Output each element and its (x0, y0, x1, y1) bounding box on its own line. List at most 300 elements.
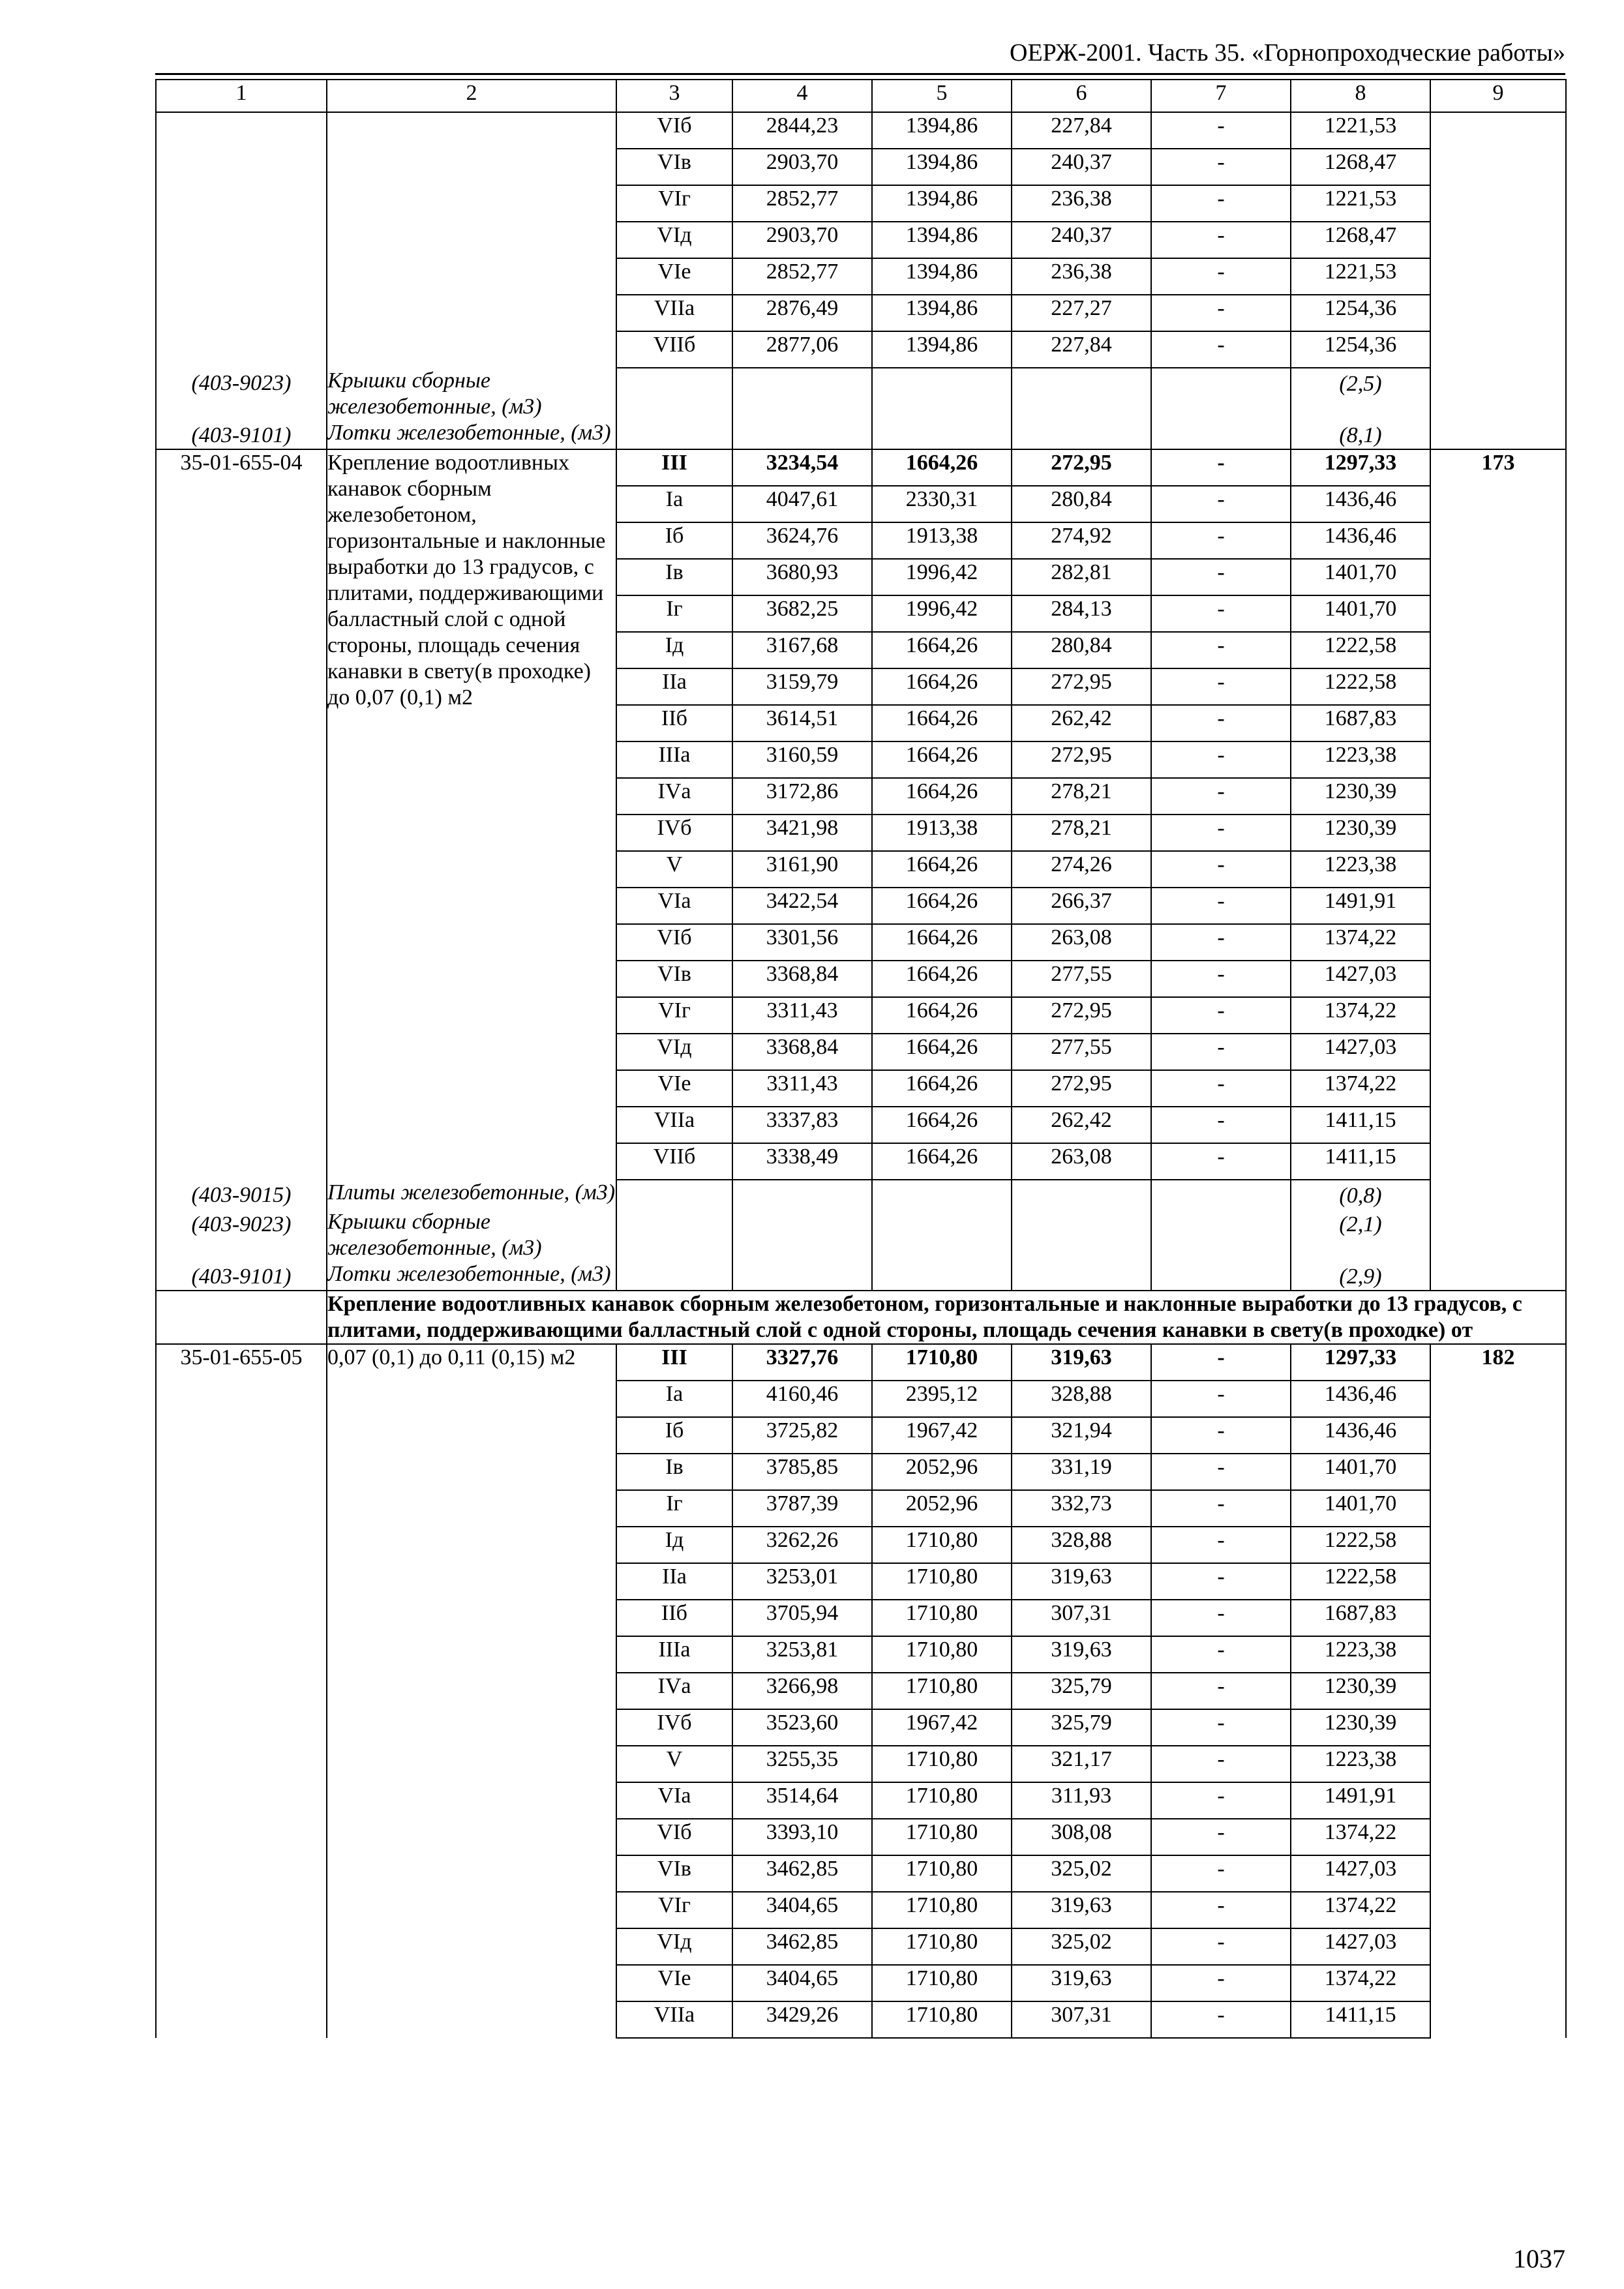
cell-col-5: 2330,31 (872, 486, 1012, 522)
cell-col-8: 1222,58 (1291, 668, 1430, 705)
empty-cell (1151, 420, 1291, 449)
cell-col-4: 3725,82 (732, 1417, 872, 1454)
empty-cell (872, 368, 1012, 420)
material-name: Плиты железобетонные, (м3) (327, 1180, 616, 1209)
material-code: (403-9015) (156, 1180, 327, 1209)
cell-col-7: - (1151, 778, 1291, 815)
cell-col-8: 1427,03 (1291, 1034, 1430, 1070)
cell-col-8: 1687,83 (1291, 1600, 1430, 1636)
cell-col-8: 1222,58 (1291, 1563, 1430, 1600)
cell-col-7: - (1151, 1636, 1291, 1673)
column-header: 4 (732, 80, 872, 112)
material-code: (403-9101) (156, 1261, 327, 1291)
rate-code: 35-01-655-04 (156, 449, 327, 1180)
cell-col-5: 1664,26 (872, 851, 1012, 888)
cell-col-3: VIе (616, 1965, 732, 2001)
cell-col-3: III (616, 1344, 732, 1381)
cell-col-6: 321,17 (1012, 1746, 1151, 1782)
cell-col-4: 3167,68 (732, 632, 872, 668)
cell-col-8: 1254,36 (1291, 331, 1430, 368)
cell-col-4: 3614,51 (732, 705, 872, 741)
cell-col-6: 263,08 (1012, 924, 1151, 961)
cell-col-6: 236,38 (1012, 258, 1151, 295)
cell-col-4: 3421,98 (732, 815, 872, 851)
cell-col-6: 308,08 (1012, 1819, 1151, 1855)
cell-col-7: - (1151, 888, 1291, 924)
cell-col-6: 325,79 (1012, 1673, 1151, 1709)
cell-col-3: Iб (616, 522, 732, 559)
empty-cell (1151, 368, 1291, 420)
section-heading-row (156, 1291, 1566, 1344)
material-name: Лотки железобетонные, (м3) (327, 1261, 616, 1291)
cell-col-5: 1710,80 (872, 1673, 1012, 1709)
empty-cell (1012, 1261, 1151, 1291)
cell-col-8: 1436,46 (1291, 522, 1430, 559)
cell-col-7: - (1151, 632, 1291, 668)
cell-col-3: VIа (616, 1782, 732, 1819)
cell-col-6: 262,42 (1012, 705, 1151, 741)
material-name: Лотки железобетонные, (м3) (327, 420, 616, 449)
cell-col-7: - (1151, 295, 1291, 331)
cell-col-6: 272,95 (1012, 668, 1151, 705)
rates-table (155, 79, 1567, 2039)
cell-col-3: IIIа (616, 1636, 732, 1673)
cell-col-6: 328,88 (1012, 1381, 1151, 1417)
cell-col-3: VIIа (616, 2001, 732, 2038)
cell-col-3: VIв (616, 961, 732, 997)
cell-col-6: 319,63 (1012, 1636, 1151, 1673)
cell-col-6: 319,63 (1012, 1563, 1151, 1600)
cell-col-7: - (1151, 1855, 1291, 1892)
cell-col-4: 3523,60 (732, 1709, 872, 1746)
column-header: 1 (156, 80, 327, 112)
cell-col-3: VIд (616, 222, 732, 258)
material-name: Крышки сборные железобетонные, (м3) (327, 1209, 616, 1261)
cell-col-4: 3159,79 (732, 668, 872, 705)
cell-col-6: 328,88 (1012, 1527, 1151, 1563)
column-header: 7 (1151, 80, 1291, 112)
cell-col-3: VIа (616, 888, 732, 924)
rate-col9: 182 (1430, 1344, 1566, 2038)
cell-col-6: 280,84 (1012, 486, 1151, 522)
cell-col-3: VIб (616, 924, 732, 961)
cell-col-4: 4160,46 (732, 1381, 872, 1417)
cell-col-5: 1710,80 (872, 1892, 1012, 1928)
cell-col-4: 3234,54 (732, 449, 872, 486)
cell-col-4: 3253,81 (732, 1636, 872, 1673)
column-header: 6 (1012, 80, 1151, 112)
empty-cell (872, 1209, 1012, 1261)
cell-col-3: VIIа (616, 1107, 732, 1143)
empty-cell (616, 1180, 732, 1209)
empty-cell (872, 420, 1012, 449)
rate-col9 (1430, 112, 1566, 368)
rate-description: 0,07 (0,1) до 0,11 (0,15) м2 (327, 1344, 616, 2038)
rate-code (156, 112, 327, 368)
cell-col-6: 282,81 (1012, 559, 1151, 595)
material-row (156, 368, 1566, 420)
cell-col-8: 1374,22 (1291, 1819, 1430, 1855)
cell-col-4: 3253,01 (732, 1563, 872, 1600)
cell-col-6: 325,79 (1012, 1709, 1151, 1746)
cell-col-5: 1664,26 (872, 741, 1012, 778)
cell-col-4: 2876,49 (732, 295, 872, 331)
material-code: (403-9101) (156, 420, 327, 449)
cell-col-7: - (1151, 741, 1291, 778)
cell-col-3: VIг (616, 997, 732, 1034)
material-name: Крышки сборные железобетонные, (м3) (327, 368, 616, 420)
cell-col-8: 1411,15 (1291, 1107, 1430, 1143)
cell-col-4: 3705,94 (732, 1600, 872, 1636)
cell-col-5: 1913,38 (872, 815, 1012, 851)
material-row (156, 1209, 1566, 1261)
cell-col-8: 1411,15 (1291, 2001, 1430, 2038)
cell-col-5: 1710,80 (872, 1600, 1012, 1636)
cell-col-6: 277,55 (1012, 961, 1151, 997)
material-row (156, 420, 1566, 449)
cell-col-8: 1222,58 (1291, 632, 1430, 668)
cell-col-5: 1394,86 (872, 258, 1012, 295)
cell-col-6: 332,73 (1012, 1490, 1151, 1527)
cell-col-3: VIг (616, 185, 732, 222)
cell-col-4: 3624,76 (732, 522, 872, 559)
cell-col-5: 1967,42 (872, 1417, 1012, 1454)
empty-cell (732, 1209, 872, 1261)
cell-col-4: 3266,98 (732, 1673, 872, 1709)
cell-col-6: 319,63 (1012, 1965, 1151, 2001)
cell-col-6: 274,26 (1012, 851, 1151, 888)
cell-col-5: 1710,80 (872, 1819, 1012, 1855)
cell-col-7: - (1151, 1709, 1291, 1746)
cell-col-7: - (1151, 1527, 1291, 1563)
cell-col-4: 2877,06 (732, 331, 872, 368)
cell-col-7: - (1151, 486, 1291, 522)
empty-cell (732, 368, 872, 420)
cell-col-8: 1297,33 (1291, 449, 1430, 486)
cell-col-4: 3337,83 (732, 1107, 872, 1143)
cell-col-5: 1913,38 (872, 522, 1012, 559)
cell-col-7: - (1151, 1107, 1291, 1143)
cell-col-3: Iа (616, 1381, 732, 1417)
cell-col-5: 1664,26 (872, 1107, 1012, 1143)
table-row (156, 449, 1566, 486)
cell-col-4: 3680,93 (732, 559, 872, 595)
empty-cell (616, 1261, 732, 1291)
cell-col-4: 2844,23 (732, 112, 872, 149)
cell-col-8: 1374,22 (1291, 1892, 1430, 1928)
cell-col-3: VIг (616, 1892, 732, 1928)
empty-cell (1430, 420, 1566, 449)
cell-col-3: VIв (616, 1855, 732, 1892)
cell-col-7: - (1151, 522, 1291, 559)
cell-col-8: 1427,03 (1291, 1855, 1430, 1892)
cell-col-5: 1710,80 (872, 1527, 1012, 1563)
cell-col-5: 1394,86 (872, 185, 1012, 222)
cell-col-7: - (1151, 997, 1291, 1034)
cell-col-7: - (1151, 1892, 1291, 1928)
cell-col-3: IVб (616, 815, 732, 851)
cell-col-8: 1374,22 (1291, 1965, 1430, 2001)
cell-col-5: 1664,26 (872, 668, 1012, 705)
cell-col-4: 3514,64 (732, 1782, 872, 1819)
cell-col-8: 1436,46 (1291, 1381, 1430, 1417)
cell-col-8: 1427,03 (1291, 1928, 1430, 1965)
cell-col-3: Iд (616, 632, 732, 668)
cell-col-7: - (1151, 1143, 1291, 1180)
cell-col-6: 307,31 (1012, 1600, 1151, 1636)
cell-col-3: Iд (616, 1527, 732, 1563)
empty-cell (1151, 1209, 1291, 1261)
cell-col-8: 1223,38 (1291, 851, 1430, 888)
empty-cell (1151, 1180, 1291, 1209)
cell-col-3: IVа (616, 778, 732, 815)
cell-col-7: - (1151, 149, 1291, 185)
table-row (156, 1344, 1566, 1381)
cell-col-7: - (1151, 112, 1291, 149)
cell-col-6: 321,94 (1012, 1417, 1151, 1454)
cell-col-4: 3462,85 (732, 1928, 872, 1965)
cell-col-5: 1710,80 (872, 1965, 1012, 2001)
empty-cell (732, 420, 872, 449)
rate-description (327, 112, 616, 368)
cell-col-5: 1710,80 (872, 1563, 1012, 1600)
cell-col-6: 272,95 (1012, 997, 1151, 1034)
cell-col-5: 1710,80 (872, 1344, 1012, 1381)
cell-col-4: 2852,77 (732, 258, 872, 295)
empty-cell (156, 1291, 327, 1344)
cell-col-5: 1710,80 (872, 1782, 1012, 1819)
cell-col-7: - (1151, 1782, 1291, 1819)
material-qty: (2,9) (1291, 1261, 1430, 1291)
cell-col-7: - (1151, 1746, 1291, 1782)
cell-col-6: 278,21 (1012, 778, 1151, 815)
cell-col-8: 1411,15 (1291, 1143, 1430, 1180)
cell-col-3: V (616, 851, 732, 888)
cell-col-6: 227,84 (1012, 112, 1151, 149)
cell-col-7: - (1151, 668, 1291, 705)
material-code: (403-9023) (156, 368, 327, 420)
cell-col-7: - (1151, 1600, 1291, 1636)
cell-col-3: VIIб (616, 331, 732, 368)
header-rule (155, 73, 1565, 75)
cell-col-4: 3327,76 (732, 1344, 872, 1381)
cell-col-3: IIб (616, 1600, 732, 1636)
empty-cell (872, 1180, 1012, 1209)
cell-col-8: 1230,39 (1291, 778, 1430, 815)
cell-col-6: 272,95 (1012, 741, 1151, 778)
cell-col-6: 284,13 (1012, 595, 1151, 632)
material-qty: (0,8) (1291, 1180, 1430, 1209)
cell-col-5: 1996,42 (872, 559, 1012, 595)
cell-col-5: 1710,80 (872, 1855, 1012, 1892)
cell-col-7: - (1151, 2001, 1291, 2038)
cell-col-8: 1222,58 (1291, 1527, 1430, 1563)
cell-col-7: - (1151, 222, 1291, 258)
cell-col-6: 311,93 (1012, 1782, 1151, 1819)
cell-col-6: 227,27 (1012, 295, 1151, 331)
material-qty: (2,5) (1291, 368, 1430, 420)
empty-cell (1012, 368, 1151, 420)
cell-col-3: IIа (616, 1563, 732, 1600)
cell-col-8: 1221,53 (1291, 112, 1430, 149)
cell-col-7: - (1151, 1417, 1291, 1454)
cell-col-8: 1687,83 (1291, 705, 1430, 741)
cell-col-5: 1967,42 (872, 1709, 1012, 1746)
cell-col-3: Iа (616, 486, 732, 522)
empty-cell (1430, 1180, 1566, 1209)
cell-col-5: 1394,86 (872, 149, 1012, 185)
cell-col-8: 1230,39 (1291, 815, 1430, 851)
cell-col-7: - (1151, 449, 1291, 486)
cell-col-7: - (1151, 1034, 1291, 1070)
cell-col-3: IIб (616, 705, 732, 741)
cell-col-5: 1664,26 (872, 632, 1012, 668)
cell-col-5: 1664,26 (872, 705, 1012, 741)
empty-cell (872, 1261, 1012, 1291)
cell-col-3: Iв (616, 559, 732, 595)
cell-col-7: - (1151, 185, 1291, 222)
material-row (156, 1261, 1566, 1291)
cell-col-8: 1268,47 (1291, 222, 1430, 258)
cell-col-4: 3429,26 (732, 2001, 872, 2038)
cell-col-8: 1254,36 (1291, 295, 1430, 331)
column-header: 2 (327, 80, 616, 112)
cell-col-4: 3404,65 (732, 1892, 872, 1928)
cell-col-5: 1664,26 (872, 924, 1012, 961)
cell-col-4: 3311,43 (732, 1070, 872, 1107)
cell-col-4: 3161,90 (732, 851, 872, 888)
empty-cell (1012, 1180, 1151, 1209)
cell-col-4: 2903,70 (732, 149, 872, 185)
cell-col-4: 3368,84 (732, 1034, 872, 1070)
cell-col-8: 1223,38 (1291, 1746, 1430, 1782)
empty-cell (616, 368, 732, 420)
empty-cell (1430, 1209, 1566, 1261)
cell-col-7: - (1151, 961, 1291, 997)
cell-col-6: 236,38 (1012, 185, 1151, 222)
cell-col-8: 1401,70 (1291, 1490, 1430, 1527)
cell-col-3: VIб (616, 1819, 732, 1855)
cell-col-5: 1996,42 (872, 595, 1012, 632)
material-row (156, 1180, 1566, 1209)
column-header: 5 (872, 80, 1012, 112)
cell-col-7: - (1151, 1928, 1291, 1965)
cell-col-3: VIб (616, 112, 732, 149)
cell-col-7: - (1151, 258, 1291, 295)
cell-col-3: VIе (616, 1070, 732, 1107)
cell-col-8: 1221,53 (1291, 258, 1430, 295)
cell-col-7: - (1151, 1673, 1291, 1709)
cell-col-5: 1664,26 (872, 778, 1012, 815)
cell-col-6: 319,63 (1012, 1892, 1151, 1928)
cell-col-3: Iб (616, 1417, 732, 1454)
cell-col-5: 1394,86 (872, 112, 1012, 149)
empty-cell (616, 420, 732, 449)
cell-col-4: 3160,59 (732, 741, 872, 778)
cell-col-4: 3422,54 (732, 888, 872, 924)
cell-col-3: VIд (616, 1034, 732, 1070)
cell-col-5: 1664,26 (872, 1143, 1012, 1180)
cell-col-6: 263,08 (1012, 1143, 1151, 1180)
cell-col-7: - (1151, 1381, 1291, 1417)
cell-col-3: Iв (616, 1454, 732, 1490)
cell-col-5: 1394,86 (872, 331, 1012, 368)
cell-col-5: 2395,12 (872, 1381, 1012, 1417)
rate-code: 35-01-655-05 (156, 1344, 327, 2038)
cell-col-8: 1401,70 (1291, 595, 1430, 632)
cell-col-8: 1374,22 (1291, 924, 1430, 961)
empty-cell (732, 1261, 872, 1291)
cell-col-8: 1436,46 (1291, 486, 1430, 522)
cell-col-5: 1664,26 (872, 1070, 1012, 1107)
column-header: 9 (1430, 80, 1566, 112)
cell-col-6: 262,42 (1012, 1107, 1151, 1143)
cell-col-3: IVб (616, 1709, 732, 1746)
cell-col-6: 240,37 (1012, 222, 1151, 258)
cell-col-3: V (616, 1746, 732, 1782)
cell-col-8: 1230,39 (1291, 1709, 1430, 1746)
cell-col-8: 1374,22 (1291, 997, 1430, 1034)
cell-col-8: 1491,91 (1291, 888, 1430, 924)
cell-col-6: 307,31 (1012, 2001, 1151, 2038)
empty-cell (1430, 368, 1566, 420)
material-qty: (8,1) (1291, 420, 1430, 449)
page-header-title: ОЕРЖ-2001. Часть 35. «Горнопроходческие работы» (1010, 39, 1565, 67)
cell-col-8: 1436,46 (1291, 1417, 1430, 1454)
cell-col-5: 1710,80 (872, 1746, 1012, 1782)
cell-col-3: III (616, 449, 732, 486)
column-header: 3 (616, 80, 732, 112)
cell-col-4: 3785,85 (732, 1454, 872, 1490)
cell-col-4: 2903,70 (732, 222, 872, 258)
cell-col-5: 2052,96 (872, 1490, 1012, 1527)
material-code: (403-9023) (156, 1209, 327, 1261)
cell-col-6: 272,95 (1012, 449, 1151, 486)
cell-col-7: - (1151, 851, 1291, 888)
cell-col-8: 1374,22 (1291, 1070, 1430, 1107)
cell-col-7: - (1151, 1344, 1291, 1381)
cell-col-4: 3404,65 (732, 1965, 872, 2001)
cell-col-8: 1230,39 (1291, 1673, 1430, 1709)
cell-col-7: - (1151, 705, 1291, 741)
cell-col-5: 1664,26 (872, 449, 1012, 486)
cell-col-5: 2052,96 (872, 1454, 1012, 1490)
cell-col-4: 3172,86 (732, 778, 872, 815)
cell-col-5: 1664,26 (872, 888, 1012, 924)
page-number: 1037 (1513, 2244, 1565, 2273)
cell-col-3: VIе (616, 258, 732, 295)
cell-col-5: 1664,26 (872, 1034, 1012, 1070)
cell-col-8: 1297,33 (1291, 1344, 1430, 1381)
cell-col-5: 1394,86 (872, 295, 1012, 331)
cell-col-3: IVа (616, 1673, 732, 1709)
cell-col-7: - (1151, 1490, 1291, 1527)
cell-col-7: - (1151, 1563, 1291, 1600)
cell-col-8: 1223,38 (1291, 741, 1430, 778)
cell-col-3: VIIа (616, 295, 732, 331)
cell-col-8: 1221,53 (1291, 185, 1430, 222)
cell-col-3: VIв (616, 149, 732, 185)
cell-col-7: - (1151, 924, 1291, 961)
cell-col-6: 331,19 (1012, 1454, 1151, 1490)
cell-col-6: 266,37 (1012, 888, 1151, 924)
cell-col-4: 3338,49 (732, 1143, 872, 1180)
cell-col-6: 325,02 (1012, 1855, 1151, 1892)
cell-col-4: 3301,56 (732, 924, 872, 961)
empty-cell (1012, 420, 1151, 449)
cell-col-4: 3682,25 (732, 595, 872, 632)
cell-col-3: IIIа (616, 741, 732, 778)
